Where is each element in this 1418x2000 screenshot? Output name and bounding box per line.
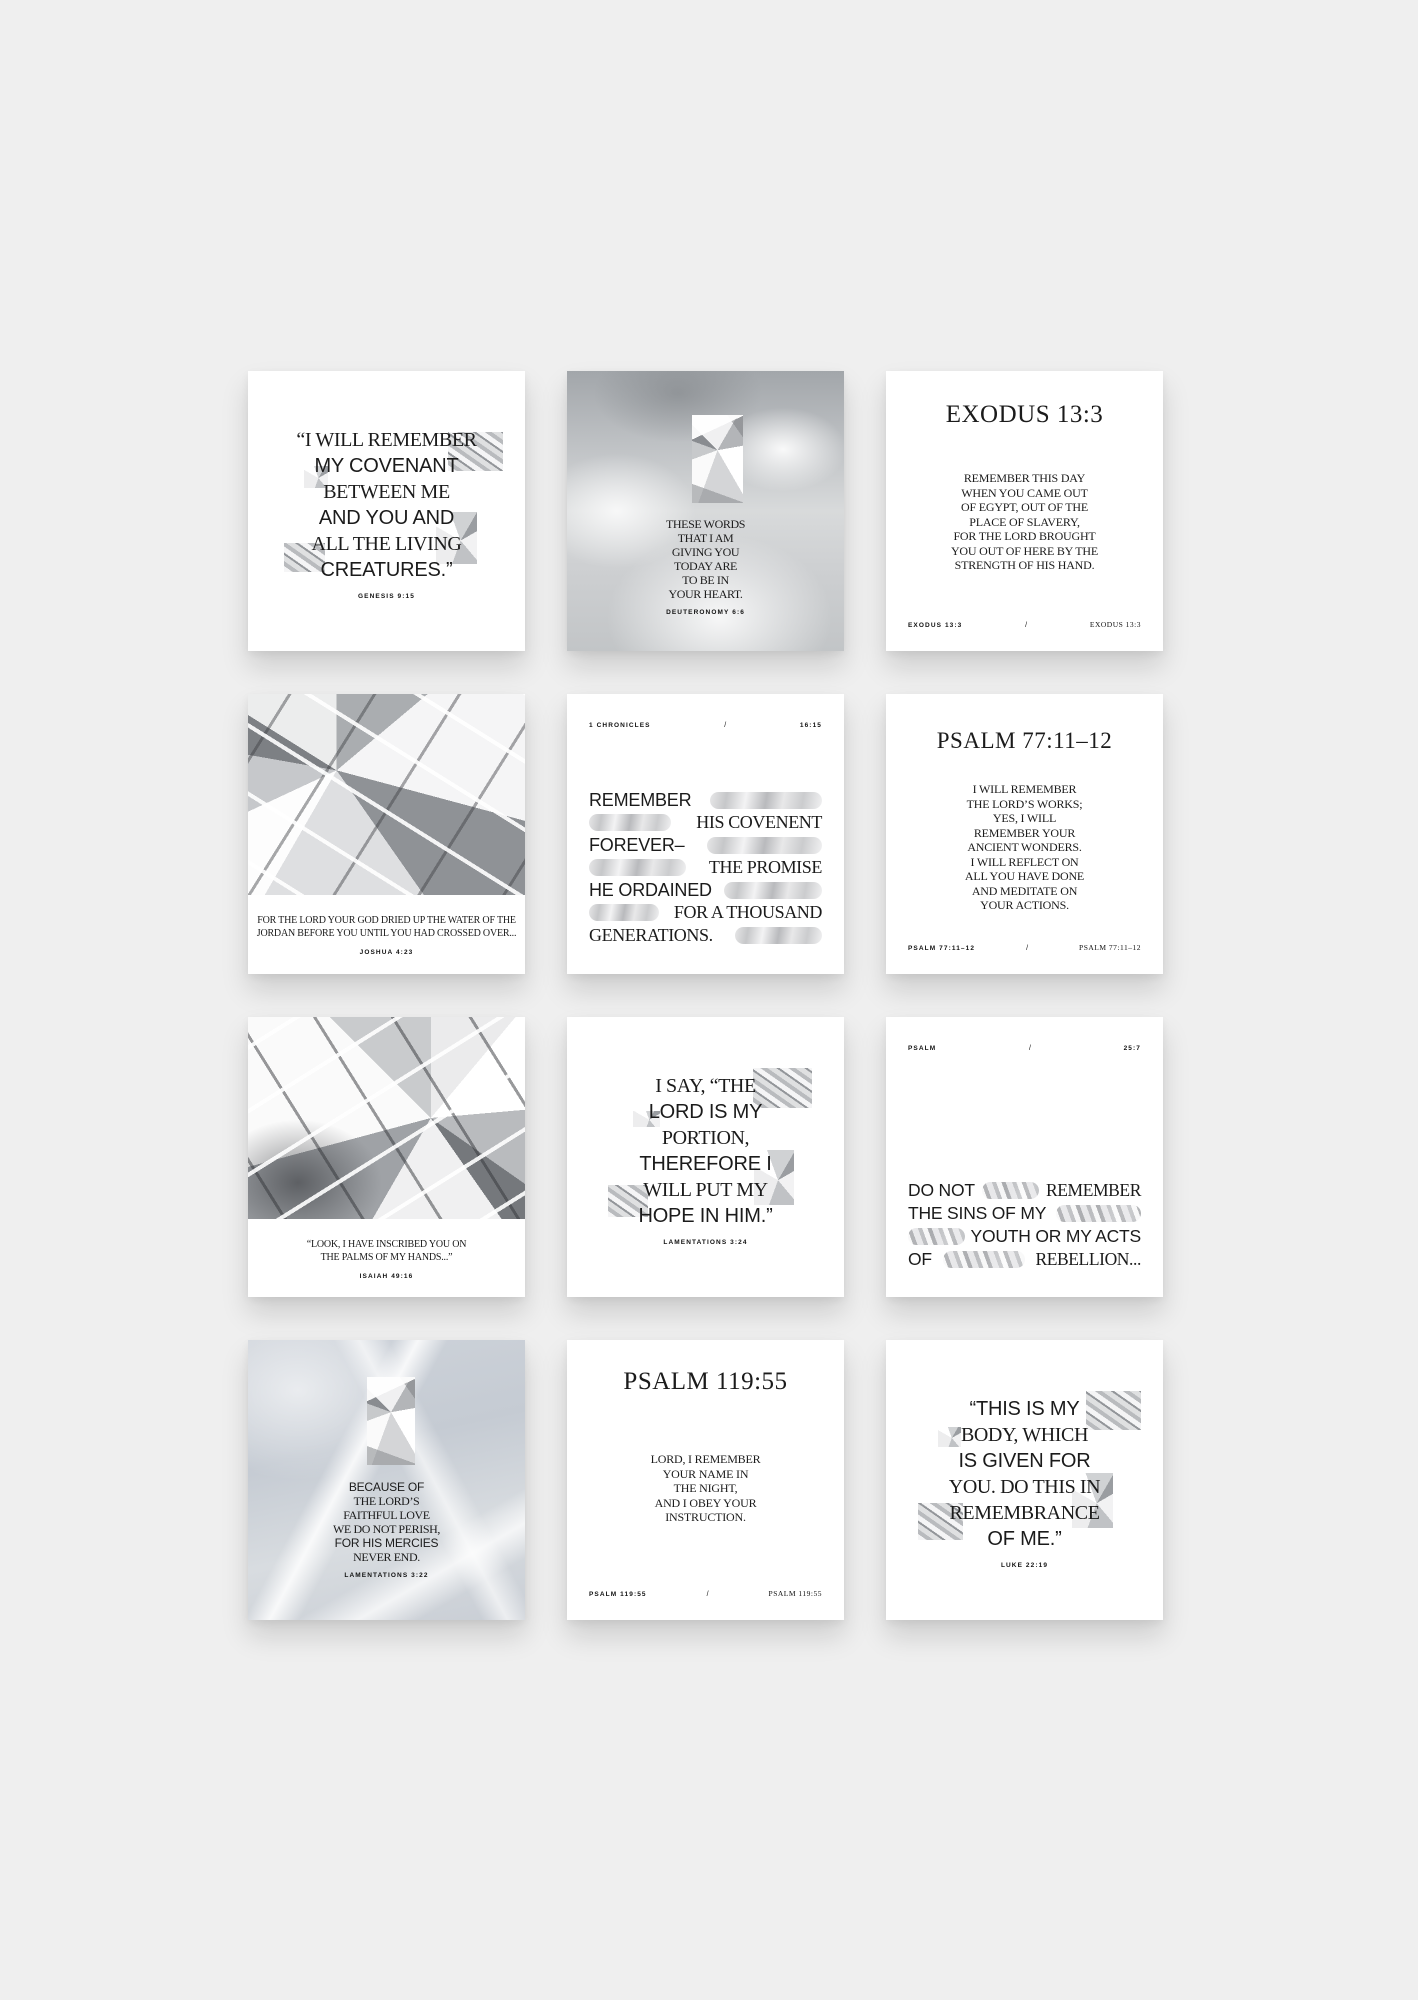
verse-line: YOUR ACTIONS. bbox=[980, 898, 1069, 912]
quote-line: “I WILL REMEMBER bbox=[296, 429, 477, 451]
verse-reference: GENESIS 9:15 bbox=[358, 593, 415, 600]
verse-word: REBELLION... bbox=[1035, 1249, 1141, 1269]
quote-line: OF ME.” bbox=[987, 1528, 1062, 1550]
verse-line: I WILL REFLECT ON bbox=[970, 854, 1079, 869]
verse-line: AND MEDITATE ON bbox=[971, 883, 1078, 898]
verse-line: AND I OBEY YOUR bbox=[654, 1495, 757, 1510]
card-footer bbox=[908, 943, 1141, 952]
quote-line: LORD IS MY bbox=[648, 1101, 763, 1123]
verse-line: WHEN YOU CAME OUT bbox=[961, 485, 1088, 500]
quote-line: HOPE IN HIM.” bbox=[638, 1205, 773, 1227]
quote-line: YOUR HEART. bbox=[668, 587, 743, 601]
footer-left-label: PSALM 77:11–12 bbox=[908, 945, 976, 952]
footer-right-label: PSALM 119:55 bbox=[768, 1589, 822, 1598]
verse-word: HE ORDAINED bbox=[589, 879, 712, 900]
verse-word: THE SINS OF MY bbox=[908, 1203, 1047, 1223]
verse-line: REMEMBER THIS DAY bbox=[963, 471, 1086, 485]
card-footer bbox=[908, 620, 1141, 629]
quote-line: TODAY ARE bbox=[674, 559, 737, 573]
design-grid bbox=[248, 371, 1163, 1620]
card-luke-22-19 bbox=[886, 1340, 1163, 1620]
verse-line: THE LORD’S WORKS; bbox=[966, 796, 1083, 811]
verse-reference: LAMENTATIONS 3:22 bbox=[344, 1572, 429, 1579]
verse-body bbox=[567, 1452, 844, 1525]
quote-line: THAT I AM bbox=[677, 531, 734, 545]
card-isaiah-49-16 bbox=[248, 1017, 525, 1297]
card-genesis-9-15 bbox=[248, 371, 525, 651]
foil-strip bbox=[692, 415, 743, 503]
caption-line: JORDAN BEFORE YOU UNTIL YOU HAD CROSSED OVER... bbox=[256, 928, 517, 939]
verse-line: PLACE OF SLAVERY, bbox=[969, 514, 1080, 529]
card-lamentations-3-24 bbox=[567, 1017, 844, 1297]
verse-line: YES, I WILL bbox=[992, 811, 1057, 825]
verse-reference: LAMENTATIONS 3:24 bbox=[663, 1239, 748, 1246]
verse-line: ANCIENT WONDERS. bbox=[967, 840, 1082, 854]
caption-line: “LOOK, I HAVE INSCRIBED YOU ON bbox=[306, 1239, 467, 1250]
footer-right-label: PSALM 77:11–12 bbox=[1079, 943, 1141, 952]
verse-line: YOUR NAME IN bbox=[662, 1466, 749, 1481]
verse-word: HIS COVENENT bbox=[696, 812, 822, 833]
verse-line: REMEMBER YOUR bbox=[973, 825, 1076, 840]
quote-block bbox=[567, 517, 844, 616]
card-psalm-77-11-12 bbox=[886, 694, 1163, 974]
foil-photo bbox=[248, 1017, 525, 1219]
verse-word: THE PROMISE bbox=[708, 857, 822, 878]
header-separator: / bbox=[1028, 1045, 1031, 1052]
redacted-verse bbox=[908, 1179, 1141, 1271]
quote-line: CREATURES.” bbox=[320, 559, 453, 581]
verse-line: STRENGTH OF HIS HAND. bbox=[954, 558, 1095, 572]
card-1-chronicles-16-15 bbox=[567, 694, 844, 974]
quote-line: THEREFORE I bbox=[639, 1153, 772, 1175]
quote-block bbox=[248, 1480, 525, 1579]
quote-line: FAITHFUL LOVE bbox=[343, 1508, 430, 1522]
redaction-pill bbox=[710, 792, 822, 809]
quote-line: ALL THE LIVING bbox=[311, 533, 462, 555]
header-right-label: 25:7 bbox=[1123, 1045, 1141, 1052]
caption-band bbox=[248, 895, 525, 974]
header-left-label: 1 CHRONICLES bbox=[589, 722, 651, 729]
quote-line: THE LORD’S bbox=[353, 1494, 420, 1508]
redaction-pill bbox=[589, 814, 671, 831]
verse-word: OF bbox=[908, 1249, 932, 1269]
verse-reference: LUKE 22:19 bbox=[1000, 1562, 1049, 1569]
card-exodus-13-3 bbox=[886, 371, 1163, 651]
verse-reference: JOSHUA 4:23 bbox=[359, 949, 414, 956]
redaction-pill bbox=[982, 1182, 1039, 1199]
quote-line: THESE WORDS bbox=[665, 517, 746, 531]
quote-line: PORTION, bbox=[661, 1127, 750, 1149]
quote-line: I SAY, “THE bbox=[655, 1075, 756, 1097]
quote-block bbox=[886, 1340, 1163, 1620]
verse-line: OF EGYPT, OUT OF THE bbox=[960, 500, 1088, 514]
header-left-label: PSALM bbox=[908, 1045, 937, 1052]
redaction-pill bbox=[943, 1251, 1025, 1268]
foil-photo bbox=[248, 694, 525, 895]
footer-left-label: PSALM 119:55 bbox=[589, 1591, 647, 1598]
verse-line: THE NIGHT, bbox=[673, 1481, 738, 1495]
verse-word: FOR A THOUSAND bbox=[673, 902, 822, 923]
redaction-pill bbox=[589, 904, 659, 921]
foil-strip bbox=[367, 1377, 415, 1465]
footer-left-label: EXODUS 13:3 bbox=[908, 622, 963, 629]
redaction-pill bbox=[589, 859, 686, 876]
quote-line: “THIS IS MY bbox=[969, 1398, 1080, 1420]
quote-line: NEVER END. bbox=[353, 1550, 420, 1564]
quote-line: YOU. DO THIS IN bbox=[948, 1476, 1101, 1498]
footer-separator: / bbox=[1026, 945, 1029, 952]
redaction-pill bbox=[724, 882, 822, 899]
footer-separator: / bbox=[1025, 622, 1028, 629]
verse-word: REMEMBER bbox=[589, 789, 692, 810]
verse-body bbox=[886, 782, 1163, 913]
card-psalm-119-55 bbox=[567, 1340, 844, 1620]
card-header bbox=[589, 722, 822, 729]
redaction-pill bbox=[908, 1228, 965, 1245]
quote-line: WE DO NOT PERISH, bbox=[333, 1522, 440, 1536]
card-header bbox=[908, 1045, 1141, 1052]
quote-line: TO BE IN bbox=[682, 573, 729, 587]
quote-line: FOR HIS MERCIES bbox=[334, 1536, 439, 1550]
header-right-label: 16:15 bbox=[799, 722, 822, 729]
verse-line: ALL YOU HAVE DONE bbox=[964, 869, 1085, 883]
quote-line: BECAUSE OF bbox=[348, 1480, 425, 1494]
verse-word: YOUTH OR MY ACTS bbox=[970, 1226, 1141, 1246]
footer-right-label: EXODUS 13:3 bbox=[1089, 620, 1141, 629]
footer-separator: / bbox=[706, 1591, 709, 1598]
caption-line: THE PALMS OF MY HANDS...” bbox=[320, 1252, 453, 1263]
redaction-pill bbox=[1056, 1205, 1141, 1222]
verse-body bbox=[886, 471, 1163, 573]
redaction-pill bbox=[707, 837, 822, 854]
quote-line: REMEMBRANCE bbox=[949, 1502, 1100, 1524]
caption-band bbox=[248, 1219, 525, 1297]
card-psalm-25-7 bbox=[886, 1017, 1163, 1297]
verse-word: REMEMBER bbox=[1045, 1180, 1141, 1200]
verse-word: DO NOT bbox=[908, 1180, 975, 1200]
redacted-verse bbox=[589, 789, 822, 947]
card-title: PSALM 77:11–12 bbox=[936, 728, 1113, 753]
header-separator: / bbox=[724, 722, 727, 729]
redaction-pill bbox=[735, 927, 822, 944]
quote-block bbox=[567, 1017, 844, 1297]
quote-line: WILL PUT MY bbox=[643, 1179, 768, 1201]
quote-block bbox=[248, 371, 525, 651]
verse-line: FOR THE LORD BROUGHT bbox=[953, 529, 1096, 543]
quote-line: GIVING YOU bbox=[671, 545, 740, 559]
card-joshua-4-23 bbox=[248, 694, 525, 974]
caption-line: FOR THE LORD YOUR GOD DRIED UP THE WATER OF THE bbox=[257, 915, 516, 926]
card-title: PSALM 119:55 bbox=[623, 1368, 788, 1395]
card-footer bbox=[589, 1589, 822, 1598]
verse-word: FOREVER– bbox=[589, 834, 685, 855]
card-title: EXODUS 13:3 bbox=[945, 401, 1104, 428]
verse-word: GENERATIONS. bbox=[589, 924, 713, 945]
card-deuteronomy-6-6 bbox=[567, 371, 844, 651]
verse-line: LORD, I REMEMBER bbox=[650, 1452, 761, 1466]
quote-line: BETWEEN ME bbox=[323, 481, 450, 503]
quote-line: BODY, WHICH bbox=[960, 1424, 1089, 1446]
quote-line: MY COVENANT bbox=[314, 455, 459, 477]
verse-reference: DEUTERONOMY 6:6 bbox=[666, 609, 745, 616]
verse-line: INSTRUCTION. bbox=[665, 1510, 746, 1524]
verse-reference: ISAIAH 49:16 bbox=[359, 1273, 414, 1280]
verse-line: YOU OUT OF HERE BY THE bbox=[950, 543, 1099, 558]
verse-line: I WILL REMEMBER bbox=[972, 782, 1077, 796]
card-lamentations-3-22 bbox=[248, 1340, 525, 1620]
quote-line: AND YOU AND bbox=[318, 507, 455, 529]
quote-line: IS GIVEN FOR bbox=[958, 1450, 1091, 1472]
